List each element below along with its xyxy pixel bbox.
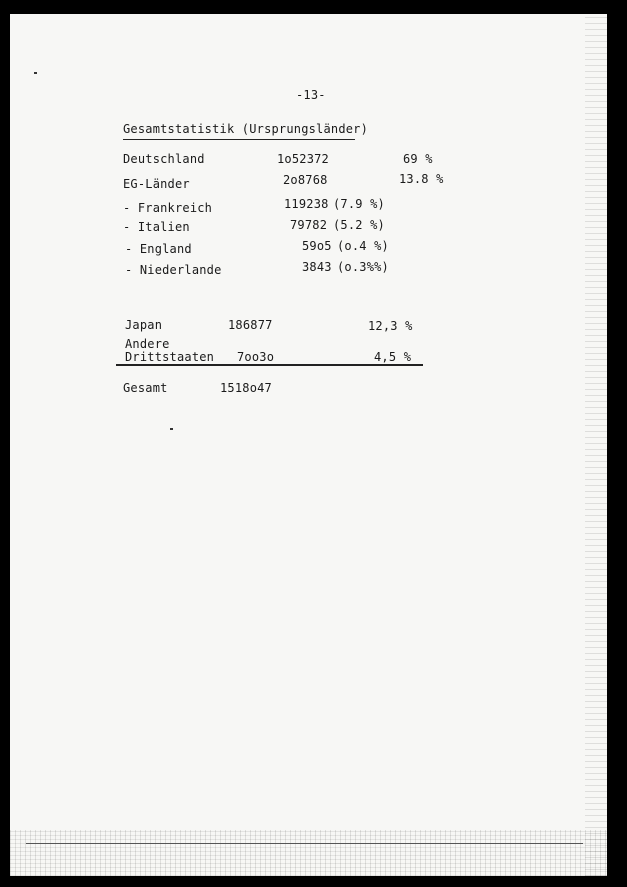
row-value: 186877 xyxy=(228,318,273,332)
row-share: (7.9 %) xyxy=(333,197,385,211)
row-share: 4,5 % xyxy=(374,350,412,364)
row-share: (o.3%%) xyxy=(337,260,389,274)
row-value: 79782 xyxy=(290,218,328,232)
row-label: - England xyxy=(125,242,192,256)
row-label: - Italien xyxy=(123,220,190,234)
row-value: 3843 xyxy=(302,260,332,274)
row-share: (o.4 %) xyxy=(337,239,389,253)
row-label: Drittstaaten xyxy=(125,350,215,364)
total-value: 1518o47 xyxy=(220,381,272,395)
row-label: Andere xyxy=(125,337,170,351)
row-value: 7oo3o xyxy=(237,350,275,364)
bottom-rule xyxy=(26,843,583,844)
title-underline xyxy=(123,139,355,140)
row-label: Deutschland xyxy=(123,152,205,166)
page-title: Gesamtstatistik (Ursprungsländer) xyxy=(123,122,369,136)
row-share: (5.2 %) xyxy=(333,218,385,232)
row-value: 2o8768 xyxy=(283,173,328,187)
row-label: EG-Länder xyxy=(123,177,190,191)
row-label: Japan xyxy=(125,318,163,332)
row-share: 12,3 % xyxy=(368,319,413,333)
row-value: 119238 xyxy=(284,197,329,211)
row-label: - Frankreich xyxy=(123,201,213,215)
total-label: Gesamt xyxy=(123,381,168,395)
scan-noise-right xyxy=(585,14,607,876)
speck xyxy=(34,72,37,74)
row-share: 69 % xyxy=(403,152,433,166)
row-value: 1o52372 xyxy=(277,152,329,166)
speck xyxy=(170,428,173,430)
page-number: -13- xyxy=(296,88,326,102)
row-value: 59o5 xyxy=(302,239,332,253)
row-label: - Niederlande xyxy=(125,263,222,277)
sum-rule xyxy=(116,364,423,366)
document-page xyxy=(10,14,607,876)
scan-noise xyxy=(10,830,607,876)
row-share: 13.8 % xyxy=(399,172,444,186)
